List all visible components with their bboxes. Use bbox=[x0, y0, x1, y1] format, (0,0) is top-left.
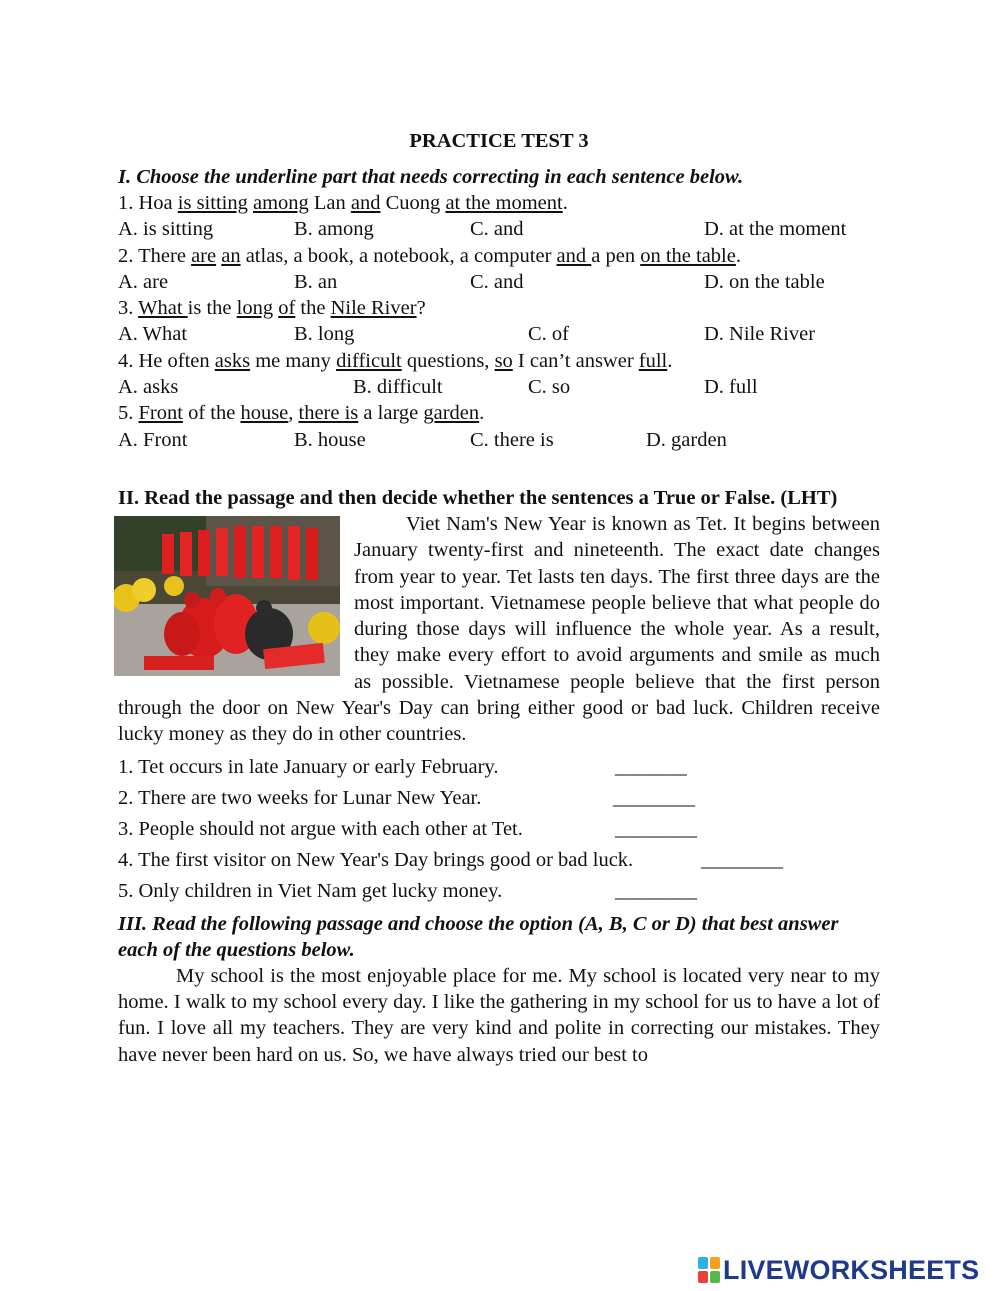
worksheet-page bbox=[118, 128, 880, 1068]
underlined-part: at the moment bbox=[445, 192, 563, 214]
question-sentence bbox=[118, 295, 880, 321]
underlined-part: long bbox=[236, 297, 274, 320]
sentence-text: 3. bbox=[118, 297, 139, 320]
underlined-part: What bbox=[138, 297, 188, 320]
liveworksheets-logo bbox=[698, 1254, 979, 1286]
section2-heading: II. Read the passage and then decide whether the sentences a True or False. (LHT) bbox=[118, 486, 838, 509]
sentence-text: 2. There bbox=[118, 244, 192, 267]
answer-option: C. so bbox=[528, 376, 571, 399]
page-title: PRACTICE TEST 3 bbox=[409, 130, 589, 152]
tf-statement bbox=[118, 752, 880, 783]
answer-blank[interactable]: ________ bbox=[615, 817, 697, 840]
answer-blank[interactable]: ________ bbox=[615, 879, 697, 902]
sentence-text: a large bbox=[358, 402, 424, 425]
sentence-text: . bbox=[562, 192, 568, 214]
underlined-part: and bbox=[556, 244, 592, 267]
sentence-text: me many bbox=[250, 349, 337, 372]
tf-statement bbox=[118, 876, 880, 907]
sentence-text: . bbox=[479, 402, 485, 425]
answer-option: A. Front bbox=[118, 428, 188, 451]
sentence-text: 5. bbox=[118, 402, 139, 425]
underlined-part: among bbox=[252, 192, 309, 214]
logo-mark-icon bbox=[698, 1257, 720, 1283]
true-false-list bbox=[118, 752, 880, 907]
underlined-part: Front bbox=[138, 402, 183, 425]
underlined-part: is sitting bbox=[177, 192, 248, 214]
sentence-text: 4. He often bbox=[118, 349, 215, 372]
tf-statement bbox=[118, 845, 880, 876]
sentence-text: of the bbox=[182, 402, 241, 425]
sentence-text: atlas, a book, a notebook, a computer bbox=[240, 244, 557, 267]
answer-option: A. What bbox=[118, 323, 188, 346]
answer-blank[interactable]: ________ bbox=[613, 786, 695, 809]
answer-option: B. among bbox=[294, 218, 374, 241]
answer-blank[interactable]: _______ bbox=[615, 755, 687, 778]
sentence-text: Cuong bbox=[380, 192, 446, 214]
section1-heading: I. Choose the underline part that needs correcting in each sentence below. bbox=[118, 166, 744, 188]
underlined-part: on the table bbox=[640, 244, 736, 267]
section3-passage: My school is the most enjoyable place for me. My school is located very near to my home. I walk to my school every day. I like the gathering in my school for us to have a lot of fun. I love all my teachers. They are very kind and polite in correcting our mistakes. They have never been hard on us. So, we have always tried our best to bbox=[118, 964, 880, 1066]
sentence-text: a pen bbox=[591, 244, 641, 267]
section3-passage-block bbox=[118, 963, 880, 1068]
tf-statement-text: 4. The first visitor on New Year's Day brings good or bad luck. bbox=[118, 848, 634, 871]
sentence-text: . bbox=[735, 244, 741, 267]
sentence-text: the bbox=[295, 297, 331, 320]
section2-passage: Viet Nam's New Year is known as Tet. It begins between January twenty-first and nineteenth. The exact date changes from year to year. Tet lasts ten days. The first three days are the most important. Vietnamese people believe that what people do during those days will influence the whole year. As a result, they make every effort to avoid arguments and smile as much as possible. Vietnamese people believe that the first person through the door on New Year's Day can bring either good or bad luck. Children receive lucky money as they do in other countries. bbox=[118, 512, 880, 746]
section1-questions bbox=[118, 190, 880, 453]
answer-option: C. of bbox=[528, 323, 569, 346]
answer-option: D. Nile River bbox=[704, 323, 816, 346]
answer-option: C. and bbox=[470, 218, 524, 241]
answer-option: D. full bbox=[704, 376, 758, 399]
answer-option: A. is sitting bbox=[118, 218, 214, 241]
question-sentence bbox=[118, 243, 880, 269]
underlined-part: are bbox=[191, 244, 217, 267]
underlined-part: asks bbox=[214, 349, 251, 372]
tf-statement-text: 5. Only children in Viet Nam get lucky money. bbox=[118, 879, 503, 902]
answer-option: A. are bbox=[118, 270, 169, 293]
tf-statement-text: 3. People should not argue with each other at Tet. bbox=[118, 817, 523, 840]
answer-options bbox=[118, 269, 880, 295]
sentence-text: . bbox=[667, 349, 673, 372]
answer-option: B. an bbox=[294, 270, 338, 293]
answer-option: B. house bbox=[294, 428, 366, 451]
underlined-part: an bbox=[221, 244, 241, 267]
sentence-text: , bbox=[288, 402, 299, 425]
tet-photo bbox=[114, 516, 340, 676]
question-sentence bbox=[118, 348, 880, 374]
answer-options bbox=[118, 427, 880, 453]
answer-option: C. there is bbox=[470, 428, 554, 451]
answer-blank[interactable]: ________ bbox=[701, 848, 783, 871]
section3-heading: III. Read the following passage and choose the option (A, B, C or D) that best answer each of the questions below. bbox=[118, 912, 839, 961]
question-sentence bbox=[118, 190, 880, 216]
sentence-text: Lan bbox=[308, 192, 351, 214]
logo-text: LIVEWORKSHEETS bbox=[723, 1254, 980, 1285]
sentence-text: ? bbox=[416, 297, 426, 320]
tf-statement bbox=[118, 814, 880, 845]
underlined-part: there is bbox=[298, 402, 359, 425]
answer-option: D. garden bbox=[646, 428, 727, 451]
underlined-part: house bbox=[240, 402, 289, 425]
answer-option: B. difficult bbox=[353, 376, 443, 399]
sentence-text: 1. Hoa bbox=[118, 192, 178, 214]
underlined-part: garden bbox=[423, 402, 480, 425]
tf-statement-text: 1. Tet occurs in late January or early February. bbox=[118, 755, 499, 778]
tf-statement-text: 2. There are two weeks for Lunar New Year. bbox=[118, 786, 482, 809]
underlined-part: difficult bbox=[336, 349, 402, 372]
answer-option: B. long bbox=[294, 323, 355, 346]
sentence-text: questions, bbox=[401, 349, 495, 372]
answer-options bbox=[118, 374, 880, 400]
underlined-part: and bbox=[350, 192, 381, 214]
answer-option: D. at the moment bbox=[704, 218, 847, 241]
underlined-part: Nile River bbox=[330, 297, 417, 320]
answer-option: C. and bbox=[470, 270, 524, 293]
underlined-part: of bbox=[278, 297, 296, 320]
answer-options bbox=[118, 216, 880, 242]
section2-passage-block bbox=[118, 511, 880, 748]
tf-statement bbox=[118, 783, 880, 814]
question-sentence bbox=[118, 400, 880, 426]
underlined-part: so bbox=[494, 349, 513, 372]
sentence-text: I can’t answer bbox=[512, 349, 639, 372]
answer-option: A. asks bbox=[118, 376, 179, 399]
sentence-text: is the bbox=[187, 297, 237, 320]
underlined-part: full bbox=[638, 349, 668, 372]
answer-options bbox=[118, 321, 880, 347]
answer-option: D. on the table bbox=[704, 270, 825, 293]
